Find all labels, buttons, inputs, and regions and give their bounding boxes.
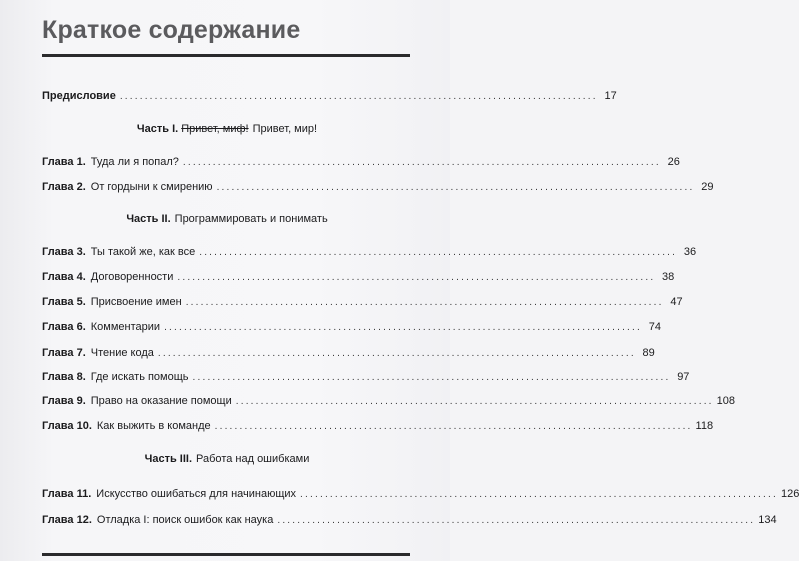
toc-part-1[interactable] <box>42 122 412 136</box>
chapter-label: Глава 8. <box>42 371 86 383</box>
chapter-label: Глава 2. <box>42 181 86 193</box>
chapter-label: Глава 12. <box>42 514 92 526</box>
part-label: Часть I. <box>136 123 179 135</box>
leader-dots: ................................................................................................ <box>119 91 598 102</box>
toc-page-number: 29 <box>701 181 714 193</box>
toc-entry-chapter-9[interactable] <box>42 394 736 409</box>
toc-label: Предисловие <box>42 90 116 102</box>
leader-dots: ................................................................................................ <box>199 247 678 258</box>
chapter-title: Как выжить в команде <box>96 420 211 432</box>
part-title: Привет, мир! <box>252 123 318 135</box>
leader-dots: ................................................................................................ <box>300 489 778 500</box>
leader-dots: ................................................................................................ <box>164 322 642 333</box>
toc-entry-preface[interactable] <box>42 89 617 104</box>
bottom-rule <box>42 553 410 556</box>
toc-page-number: 126 <box>780 488 799 500</box>
chapter-title: Право на оказание помощи <box>90 395 232 407</box>
toc-entry-chapter-4[interactable] <box>42 270 675 285</box>
toc-page-number: 118 <box>695 420 714 432</box>
chapter-title: Туда ли я попал? <box>90 156 179 168</box>
part-label: Часть II. <box>126 213 171 225</box>
chapter-title: Отладка I: поиск ошибок как наука <box>96 514 274 526</box>
toc-page-number: 26 <box>667 156 680 168</box>
toc-entry-chapter-8[interactable] <box>42 370 690 385</box>
part-title: Работа над ошибками <box>196 453 310 465</box>
leader-dots: ................................................................................................ <box>216 182 695 193</box>
chapter-title: Комментарии <box>90 321 161 333</box>
leader-dots: ................................................................................................ <box>182 157 661 168</box>
chapter-label: Глава 5. <box>42 296 86 308</box>
part-struck-title: Привет, миф! <box>181 123 249 135</box>
toc-page-number: 38 <box>662 271 675 283</box>
page-title: Краткое содержание <box>42 16 301 44</box>
toc-page-number: 134 <box>758 514 777 526</box>
toc-page-number: 108 <box>716 395 736 407</box>
chapter-title: Договоренности <box>90 271 174 283</box>
toc-page-number: 97 <box>677 371 690 383</box>
chapter-title: Ты такой же, как все <box>90 246 196 258</box>
toc-entry-chapter-10[interactable] <box>42 419 714 434</box>
top-rule <box>42 54 410 57</box>
toc-part-3[interactable] <box>42 452 412 466</box>
toc-entry-chapter-5[interactable] <box>42 295 683 310</box>
chapter-title: Искусство ошибаться для начинающих <box>96 488 297 500</box>
chapter-label: Глава 7. <box>42 347 86 359</box>
toc-entry-chapter-6[interactable] <box>42 320 661 335</box>
leader-dots: ................................................................................................ <box>277 515 756 526</box>
leader-dots: ................................................................................................ <box>192 372 671 383</box>
chapter-label: Глава 9. <box>42 395 86 407</box>
toc-entry-chapter-7[interactable] <box>42 346 655 361</box>
part-title: Программировать и понимать <box>174 213 328 225</box>
chapter-label: Глава 1. <box>42 156 86 168</box>
leader-dots: ................................................................................................ <box>214 421 693 432</box>
toc-entry-chapter-12[interactable] <box>42 513 777 528</box>
chapter-label: Глава 4. <box>42 271 86 283</box>
chapter-label: Глава 6. <box>42 321 86 333</box>
toc-entry-chapter-11[interactable] <box>42 487 799 502</box>
chapter-title: Присвоение имен <box>90 296 182 308</box>
leader-dots: ................................................................................................ <box>185 297 664 308</box>
chapter-title: Чтение кода <box>90 347 154 359</box>
chapter-label: Глава 10. <box>42 420 92 432</box>
toc-entry-chapter-1[interactable] <box>42 155 680 170</box>
leader-dots: ................................................................................................ <box>177 272 656 283</box>
toc-entry-chapter-2[interactable] <box>42 180 714 195</box>
toc-page-number: 74 <box>648 321 661 333</box>
leader-dots: ................................................................................................ <box>157 348 636 359</box>
leader-dots: ................................................................................................ <box>235 396 714 407</box>
toc-page-number: 36 <box>683 246 697 258</box>
chapter-title: От гордыни к смирению <box>90 181 213 193</box>
part-label: Часть III. <box>144 453 193 465</box>
toc-page-number: 17 <box>604 90 617 102</box>
toc-page-number: 89 <box>642 347 655 359</box>
chapter-label: Глава 3. <box>42 246 86 258</box>
chapter-label: Глава 11. <box>42 488 92 500</box>
toc-page-number: 47 <box>670 296 683 308</box>
toc-part-2[interactable] <box>42 212 412 226</box>
chapter-title: Где искать помощь <box>90 371 189 383</box>
toc-entry-chapter-3[interactable] <box>42 245 697 260</box>
